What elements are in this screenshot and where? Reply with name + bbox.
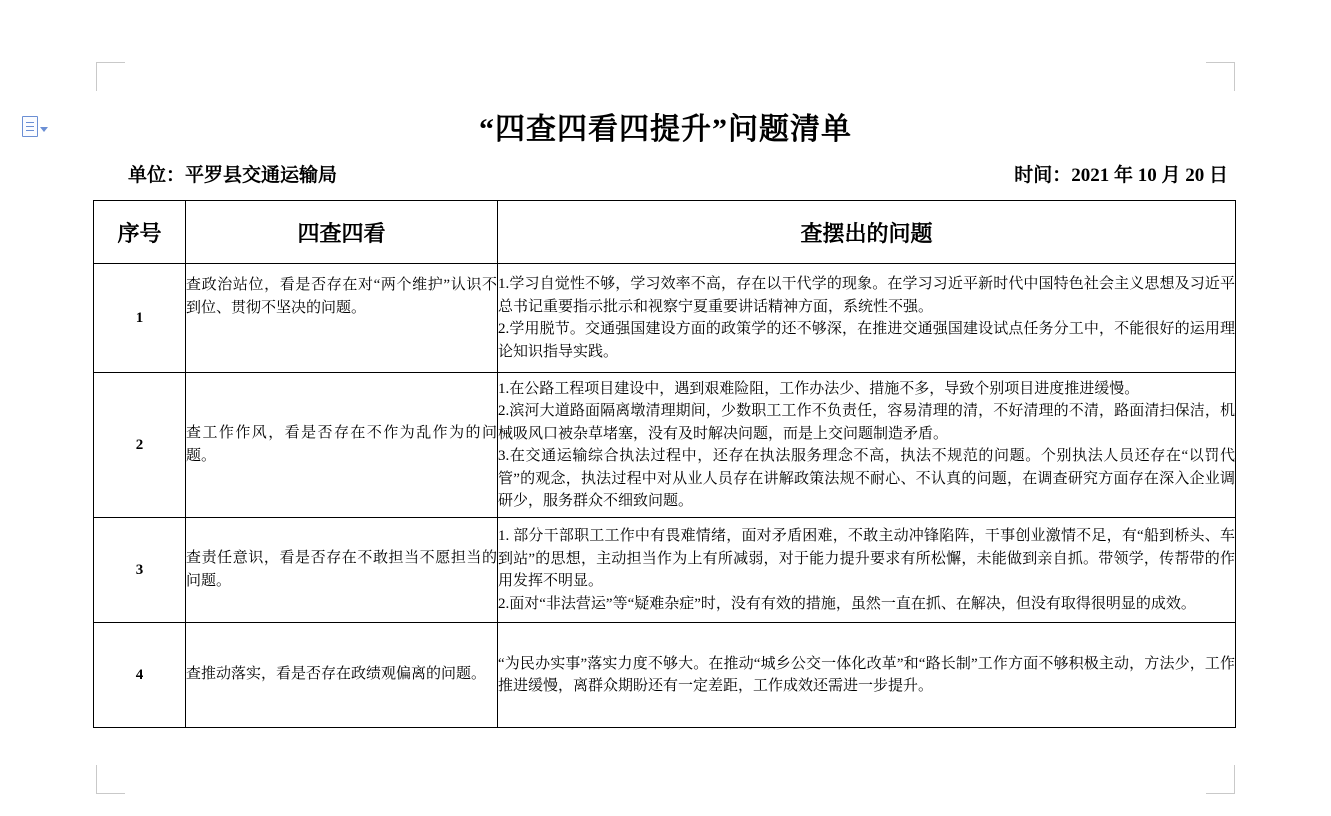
header-no: 序号	[94, 201, 186, 264]
row-category: 查责任意识，看是否存在不敢担当不愿担当的问题。	[186, 518, 498, 623]
row-category: 查工作作风，看是否存在不作为乱作为的问题。	[186, 373, 498, 518]
row-number: 3	[94, 518, 186, 623]
crop-mark-top-left	[96, 62, 125, 91]
unit-label: 单位：	[128, 165, 186, 186]
row-category: 查政治站位，看是否存在对“两个维护”认识不到位、贯彻不坚决的问题。	[186, 264, 498, 373]
header-problems: 查摆出的问题	[498, 201, 1236, 264]
row-number: 1	[94, 264, 186, 373]
problem-item: 2.学用脱节。交通强国建设方面的政策学的还不够深，在推进交通强国建设试点任务分工中，不能很好的运用理论知识指导实践。	[498, 321, 1235, 360]
row-problems	[498, 264, 1236, 373]
problem-item: 1.学习自觉性不够，学习效率不高，存在以干代学的现象。在学习习近平新时代中国特色社会主义思想及习近平总书记重要指示批示和视察宁夏重要讲话精神方面，系统性不强。	[498, 276, 1235, 315]
crop-mark-bottom-right	[1206, 765, 1235, 794]
crop-mark-top-right	[1206, 62, 1235, 91]
document-meta	[128, 160, 1228, 187]
problem-item: 2.滨河大道路面隔离墩清理期间，少数职工工作不负责任，容易清理的清，不好清理的不清，路面清扫保洁，机械吸风口被杂草堵塞，没有及时解决问题，而是上交问题制造矛盾。	[498, 403, 1235, 442]
problem-list-table	[93, 200, 1236, 728]
row-number: 4	[94, 623, 186, 728]
row-problems	[498, 623, 1236, 728]
table-header-row	[94, 201, 1236, 264]
crop-mark-bottom-left	[96, 765, 125, 794]
date-value: 2021 年 10 月 20 日	[1071, 165, 1228, 186]
problem-item: 2.面对“非法营运”等“疑难杂症”时，没有有效的措施，虽然一直在抓、在解决，但没有取得很明显的成效。	[498, 595, 1196, 612]
date-line	[1014, 160, 1228, 187]
row-problems	[498, 373, 1236, 518]
row-category: 查推动落实，看是否存在政绩观偏离的问题。	[186, 623, 498, 728]
unit-line	[128, 160, 337, 187]
problem-item: “为民办实事”落实力度不够大。在推动“城乡公交一体化改革”和“路长制”工作方面不够积极主动，方法少，工作推进缓慢，离群众期盼还有一定差距，工作成效还需进一步提升。	[498, 655, 1235, 694]
problem-item: 3.在交通运输综合执法过程中，还存在执法服务理念不高，执法不规范的问题。个别执法人员还存在“以罚代管”的观念，执法过程中对从业人员存在讲解政策法规不耐心、不认真的问题，在调查研究方面存在深入企业调研少，服务群众不细致问题。	[498, 448, 1235, 509]
header-category: 四查四看	[186, 201, 498, 264]
table-row	[94, 373, 1236, 518]
date-label: 时间：	[1014, 165, 1072, 186]
problem-item: 1.在公路工程项目建设中，遇到艰难险阻，工作办法少、措施不多，导致个别项目进度推进缓慢。	[498, 380, 1140, 397]
row-number: 2	[94, 373, 186, 518]
problem-item: 1. 部分干部职工工作中有畏难情绪，面对矛盾困难，不敢主动冲锋陷阵，干事创业激情不足，有“船到桥头、车到站”的思想，主动担当作为上有所减弱，对于能力提升要求有所松懈，未能做到亲自抓。带领学，传帮带的作用发挥不明显。	[498, 528, 1235, 589]
table-row	[94, 518, 1236, 623]
unit-value: 平罗县交通运输局	[185, 165, 338, 186]
row-problems	[498, 518, 1236, 623]
page-title: “四查四看四提升”问题清单	[479, 113, 852, 146]
table-row	[94, 623, 1236, 728]
table-row	[94, 264, 1236, 373]
